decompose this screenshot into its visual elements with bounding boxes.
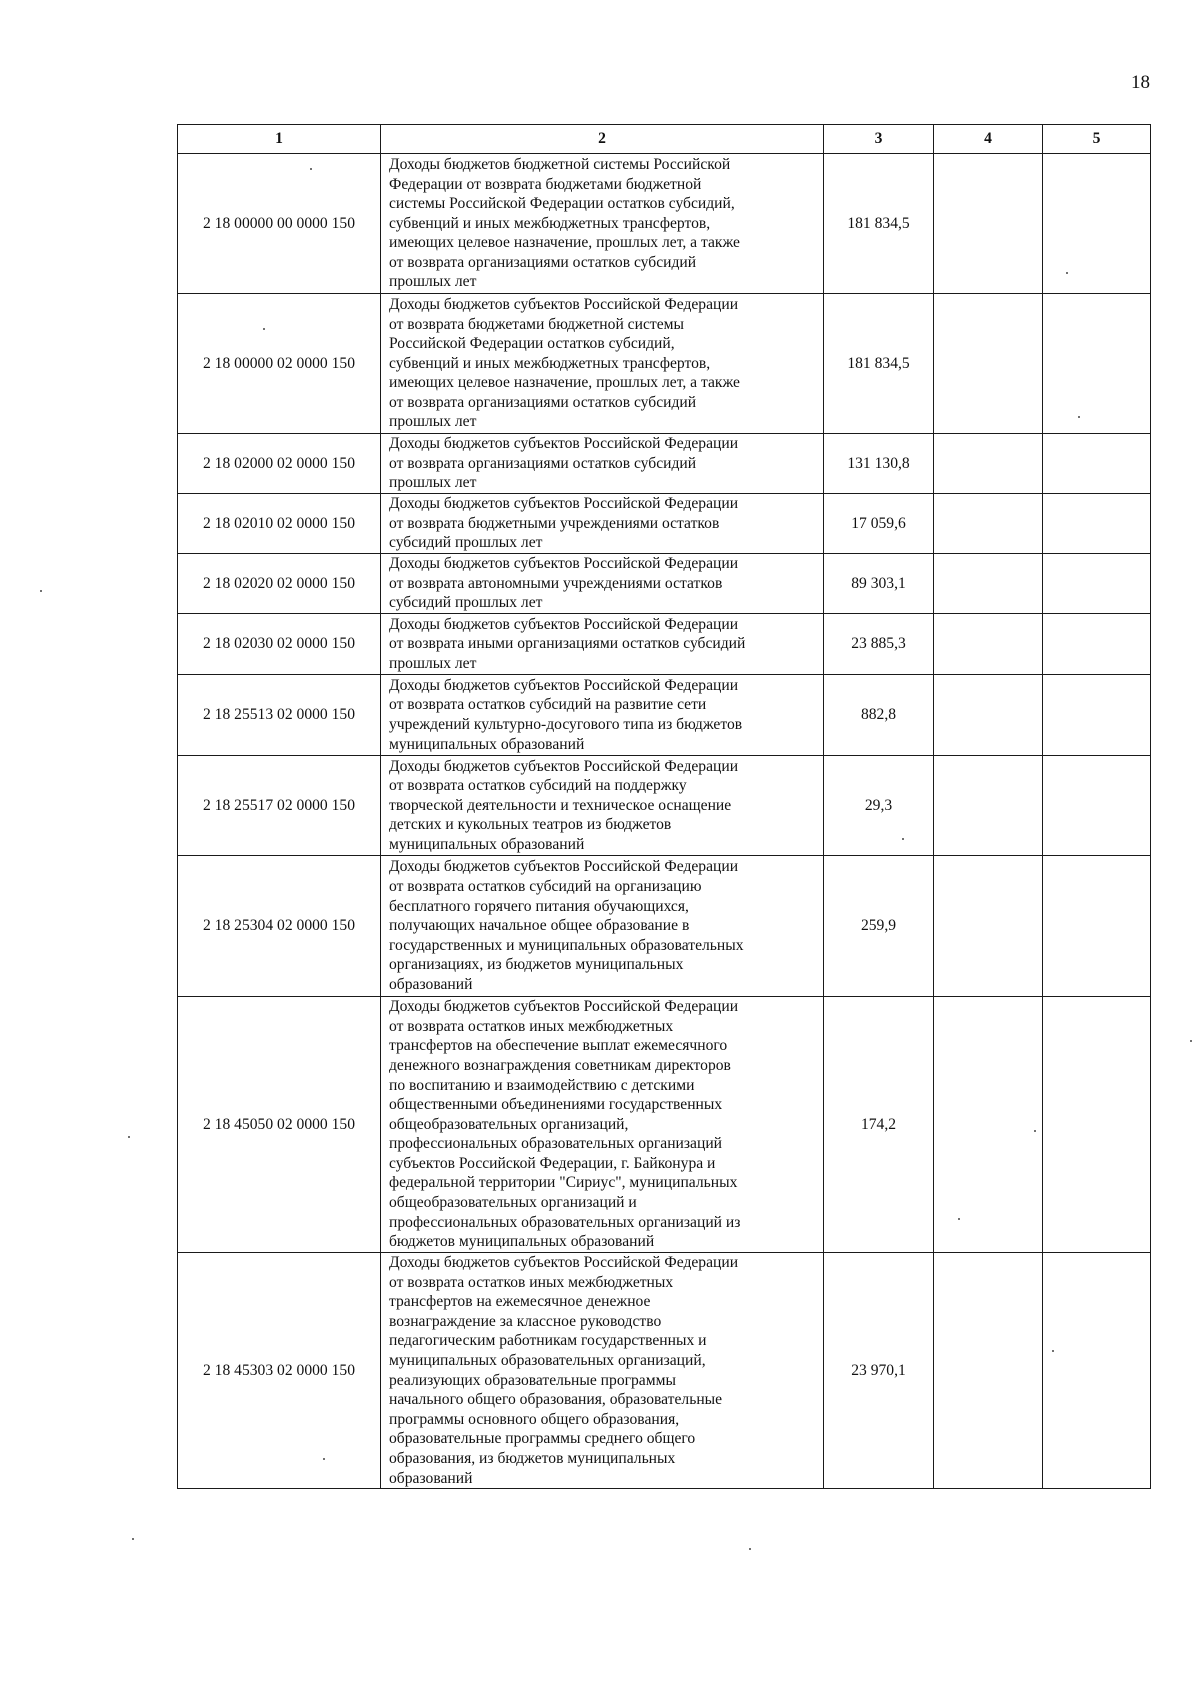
amount-value: 882,8 — [824, 675, 934, 756]
description-line: от возврата организациями остатков субсидий — [389, 253, 697, 271]
amount-value: 131 130,8 — [824, 434, 934, 494]
amount-value: 23 970,1 — [824, 1253, 934, 1489]
description-line: Федерации от возврата бюджетами бюджетной — [389, 175, 702, 193]
budget-revenue-table — [177, 124, 1151, 1489]
description-line: детских и кукольных театров из бюджетов — [389, 816, 672, 834]
description-line: образовательные программы среднего общего — [389, 1430, 696, 1448]
description-line: от возврата организациями остатков субсидий — [389, 454, 697, 472]
column-5-cell — [1043, 434, 1151, 494]
column-5-cell — [1043, 154, 1151, 294]
description-line: получающих начальное общее образование в — [389, 917, 690, 935]
table-row — [178, 494, 1151, 554]
description-line: системы Российской Федерации остатков субсидий, — [389, 195, 735, 213]
description-line: учреждений культурно-досугового типа из бюджетов — [389, 716, 743, 733]
scan-speck — [128, 1136, 130, 1138]
scan-speck — [1066, 272, 1068, 274]
description-line: от возврата остатков иных межбюджетных — [389, 1273, 674, 1291]
description-line: от возврата бюджетными учреждениями остатков — [389, 514, 720, 532]
revenue-description — [381, 675, 824, 756]
column-4-cell — [934, 154, 1043, 294]
description-line: образования, из бюджетов муниципальных — [389, 1449, 676, 1467]
table-row — [178, 294, 1151, 434]
column-4-cell — [934, 675, 1043, 756]
budget-code: 2 18 25513 02 0000 150 — [178, 675, 381, 756]
description-line: бесплатного горячего питания обучающихся, — [389, 897, 689, 915]
amount-value: 29,3 — [824, 756, 934, 856]
description-line: трансфертов на ежемесячное денежное — [389, 1293, 651, 1311]
revenue-description — [381, 756, 824, 856]
revenue-description — [381, 1253, 824, 1489]
scan-speck — [263, 328, 265, 330]
page-number: 18 — [1131, 72, 1150, 93]
description-line: Доходы бюджетов субъектов Российской Федерации — [389, 998, 739, 1016]
column-5-cell — [1043, 675, 1151, 756]
budget-code: 2 18 00000 00 0000 150 — [178, 154, 381, 294]
column-header-5: 5 — [1043, 125, 1151, 154]
description-line: общественными объединениями государственных — [389, 1096, 723, 1114]
description-line: от возврата остатков субсидий на развитие сети — [389, 696, 707, 714]
budget-code: 2 18 25517 02 0000 150 — [178, 756, 381, 856]
budget-code: 2 18 02020 02 0000 150 — [178, 554, 381, 614]
revenue-description — [381, 856, 824, 997]
description-line: от возврата организациями остатков субсидий — [389, 393, 697, 411]
table-row — [178, 434, 1151, 494]
revenue-description — [381, 554, 824, 614]
description-line: прошлых лет — [389, 654, 477, 672]
table-row — [178, 614, 1151, 675]
description-line: Доходы бюджетов субъектов Российской Федерации — [389, 1254, 739, 1271]
column-4-cell — [934, 294, 1043, 434]
description-line: Доходы бюджетов субъектов Российской Федерации — [389, 435, 739, 453]
column-4-cell — [934, 614, 1043, 675]
table-row — [178, 1253, 1151, 1489]
scan-speck — [1078, 416, 1080, 418]
description-line: реализующих образовательные программы — [389, 1371, 676, 1389]
description-line: от возврата бюджетами бюджетной системы — [389, 315, 684, 333]
table-header-row — [178, 125, 1151, 154]
revenue-description — [381, 494, 824, 554]
scan-speck — [40, 590, 42, 592]
description-line: Доходы бюджетов субъектов Российской Федерации — [389, 295, 739, 313]
column-5-cell — [1043, 614, 1151, 675]
budget-code: 2 18 02010 02 0000 150 — [178, 494, 381, 554]
revenue-description — [381, 997, 824, 1253]
scan-speck — [902, 838, 904, 840]
description-line: профессиональных образовательных организаций из — [389, 1213, 741, 1231]
budget-code: 2 18 00000 02 0000 150 — [178, 294, 381, 434]
description-line: от возврата автономными учреждениями остатков — [389, 574, 723, 592]
column-4-cell — [934, 997, 1043, 1253]
description-line: федеральной территории "Сириус", муниципальных — [389, 1174, 738, 1192]
column-4-cell — [934, 554, 1043, 614]
revenue-description — [381, 434, 824, 494]
amount-value: 89 303,1 — [824, 554, 934, 614]
description-line: Доходы бюджетов субъектов Российской Федерации — [389, 615, 739, 633]
description-line: субвенций и иных межбюджетных трансфертов, — [389, 354, 711, 372]
description-line: вознаграждение за классное руководство — [389, 1312, 662, 1330]
budget-code: 2 18 45050 02 0000 150 — [178, 997, 381, 1253]
description-line: начального общего образования, образовательные — [389, 1391, 723, 1409]
budget-code: 2 18 25304 02 0000 150 — [178, 856, 381, 997]
description-line: денежного вознаграждения советникам директоров — [389, 1056, 731, 1074]
description-line: субвенций и иных межбюджетных трансфертов, — [389, 214, 711, 232]
column-header-amount: 3 — [824, 125, 934, 154]
description-line: прошлых лет — [389, 474, 477, 492]
description-line: Доходы бюджетов субъектов Российской Федерации — [389, 555, 739, 573]
description-line: прошлых лет — [389, 273, 477, 291]
description-line: Доходы бюджетов бюджетной системы Российской — [389, 155, 731, 173]
column-4-cell — [934, 756, 1043, 856]
scan-speck — [310, 168, 312, 170]
column-5-cell — [1043, 554, 1151, 614]
amount-value: 181 834,5 — [824, 294, 934, 434]
amount-value: 174,2 — [824, 997, 934, 1253]
amount-value: 23 885,3 — [824, 614, 934, 675]
description-line: образований — [389, 975, 473, 993]
scan-speck — [1052, 1350, 1054, 1352]
column-5-cell — [1043, 494, 1151, 554]
description-line: педагогическим работникам государственных и — [389, 1332, 707, 1350]
budget-code: 2 18 02030 02 0000 150 — [178, 614, 381, 675]
scan-speck — [749, 1548, 751, 1550]
column-4-cell — [934, 856, 1043, 997]
column-4-cell — [934, 494, 1043, 554]
table-row — [178, 675, 1151, 756]
description-line: творческой деятельности и техническое оснащение — [389, 796, 732, 814]
description-line: трансфертов на обеспечение выплат ежемесячного — [389, 1037, 728, 1055]
scan-speck — [1190, 1040, 1192, 1042]
amount-value: 17 059,6 — [824, 494, 934, 554]
budget-code: 2 18 02000 02 0000 150 — [178, 434, 381, 494]
description-line: субъектов Российской Федерации, г. Байконура и — [389, 1154, 716, 1172]
description-line: программы основного общего образования, — [389, 1410, 680, 1428]
description-line: общеобразовательных организаций, — [389, 1115, 629, 1133]
column-header-4: 4 — [934, 125, 1043, 154]
revenue-description — [381, 154, 824, 294]
description-line: от возврата иными организациями остатков субсидий — [389, 635, 746, 653]
column-5-cell — [1043, 294, 1151, 434]
description-line: образований — [389, 1469, 473, 1487]
table-row — [178, 856, 1151, 997]
description-line: общеобразовательных организаций и — [389, 1194, 637, 1212]
column-5-cell — [1043, 856, 1151, 997]
column-5-cell — [1043, 1253, 1151, 1489]
description-line: субсидий прошлых лет — [389, 534, 543, 552]
description-line: от возврата остатков субсидий на поддержку — [389, 777, 687, 795]
scan-speck — [1034, 1130, 1036, 1132]
column-header-description: 2 — [381, 125, 824, 154]
description-line: Российской Федерации остатков субсидий, — [389, 335, 675, 353]
description-line: муниципальных образовательных организаций, — [389, 1351, 706, 1369]
description-line: Доходы бюджетов субъектов Российской Федерации — [389, 676, 739, 694]
description-line: Доходы бюджетов субъектов Российской Федерации — [389, 495, 739, 513]
description-line: организациях, из бюджетов муниципальных — [389, 956, 684, 974]
description-line: по воспитанию и взаимодействию с детскими — [389, 1076, 695, 1094]
description-line: прошлых лет — [389, 413, 477, 431]
table-body — [178, 154, 1151, 1489]
column-4-cell — [934, 1253, 1043, 1489]
description-line: Доходы бюджетов субъектов Российской Федерации — [389, 858, 739, 876]
column-5-cell — [1043, 756, 1151, 856]
amount-value: 181 834,5 — [824, 154, 934, 294]
budget-code: 2 18 45303 02 0000 150 — [178, 1253, 381, 1489]
description-line: муниципальных образований — [389, 835, 585, 853]
description-line: бюджетов муниципальных образований — [389, 1233, 655, 1251]
revenue-description — [381, 614, 824, 675]
amount-value: 259,9 — [824, 856, 934, 997]
table-row — [178, 554, 1151, 614]
column-header-code: 1 — [178, 125, 381, 154]
table-row — [178, 756, 1151, 856]
scan-speck — [132, 1538, 134, 1540]
scan-speck — [958, 1218, 960, 1220]
description-line: имеющих целевое назначение, прошлых лет, а также — [389, 234, 740, 252]
scan-speck — [323, 1458, 325, 1460]
description-line: от возврата остатков субсидий на организацию — [389, 878, 702, 896]
description-line: Доходы бюджетов субъектов Российской Федерации — [389, 757, 739, 775]
description-line: профессиональных образовательных организаций — [389, 1135, 723, 1153]
description-line: муниципальных образований — [389, 735, 585, 753]
column-4-cell — [934, 434, 1043, 494]
table-row — [178, 997, 1151, 1253]
description-line: от возврата остатков иных межбюджетных — [389, 1017, 674, 1035]
table-row — [178, 154, 1151, 294]
description-line: государственных и муниципальных образовательных — [389, 936, 744, 954]
description-line: субсидий прошлых лет — [389, 594, 543, 612]
revenue-description — [381, 294, 824, 434]
description-line: имеющих целевое назначение, прошлых лет, а также — [389, 374, 740, 392]
column-5-cell — [1043, 997, 1151, 1253]
